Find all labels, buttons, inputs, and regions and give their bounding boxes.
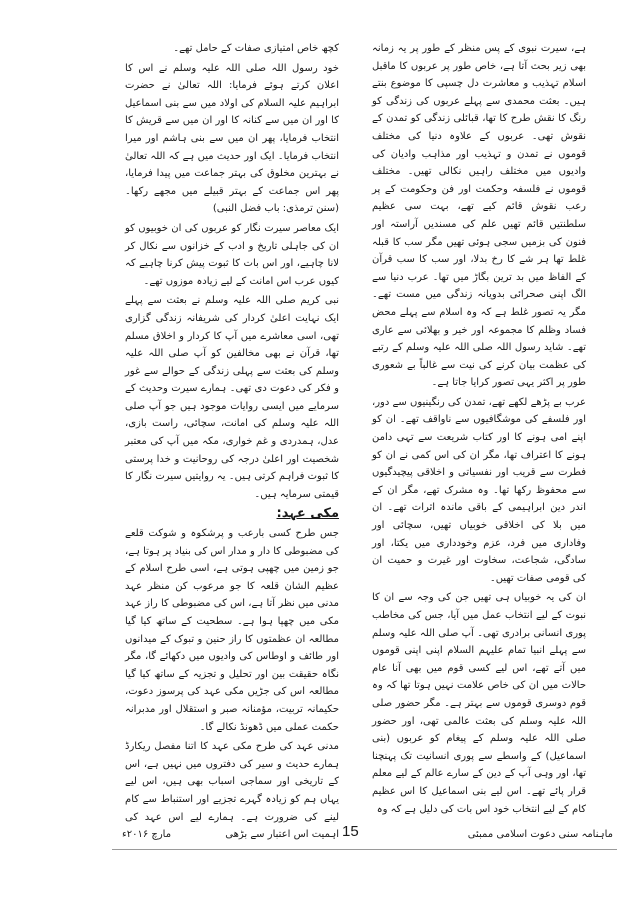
- page-number: 15: [342, 823, 359, 840]
- paragraph: کچھ خاص امتیازی صفات کے حامل تھے۔: [173, 43, 339, 54]
- issue-date: مارچ ۲۰۱۶ء: [122, 829, 172, 840]
- paragraph: ایک معاصر سیرت نگار کو عربوں کی ان خوبیوں کو ان کی جاہلی تاریخ و ادب کے خزانوں سے نکال کر لانا چاہیے، اور اس بات کا ثبوت پیش کرنا چاہیے کہ کیوں عرب اس امانت کے لیے زیادہ موزوں تھے۔: [125, 222, 339, 287]
- paragraph: ہے، سیرت نبوی کے پس منظر کے طور پر یہ زمانہ بھی زیر بحث آتا ہے، خاص طور پر عربوں کا ماقبل اسلام تہذیب و معاشرت دل چسپی کا موضوع بنتے ہیں۔ بعثت محمدی سے پہلے عربوں کی زندگی کو رنگ کا نقش طرح کا تھا، قبائلی زندگی کو تمدن کے نقوش تھی۔ عربوں کے علاوہ دنیا کی مختلف قوموں نے تمدن و تہذیب اور مذاہب وادیان کی وادیوں میں مختلف راہیں نکالی تھیں۔ مختلف قوموں نے فلسفہ وحکمت اور فن وحکومت کے پر رعب نقوش قائم کیے تھے، بہت سی عظیم سلطنتیں قائم تھیں علم کی مسندیں آراستہ اور فنون کی بزمیں سجی ہوئی تھیں مگر سب کا قبلہ غلط تھا ہر شے کا رخ بدلا، اور سب کا سب قرآن کے الفاظ میں بد ترین بگاڑ میں تھا۔ عرب دنیا سے الگ اپنی صحرائی بدویانہ زندگی میں مست تھے۔ مگر یہ تصور غلط ہے کہ وہ اسلام سے پہلے محض فساد وظلم کا مجموعہ اور خیر و بھلائی سے عاری تھے۔ شاید رسول اللہ صلی اللہ علیہ وسلم کے رتبے کی عظمت بیان کرنے کی نیت سے غالباً بے شعوری طور پر اکثر یہی تصور کرایا جاتا ہے۔: [372, 43, 586, 389]
- section-heading: مکی عہد:: [276, 506, 339, 522]
- footer-divider: [112, 849, 617, 850]
- paragraph: خود رسول اللہ صلی اللہ علیہ وسلم نے اس کا اعلان کرتے ہوئے فرمایا: اللہ تعالیٰ نے حضرت ابراہیم علیہ السلام کی اولاد میں سے بنی اسماعیل کا اور ان میں سے کنانہ کا اور ان میں سے قریش کا انتخاب فرمایا، پھر ان میں سے بنی ہاشم اور میرا انتخاب فرمایا۔ ایک اور حدیث میں ہے کہ اللہ تعالیٰ نے بہترین مخلوق کی بہتر جماعت میں پیدا فرمایا، پھر اس جماعت کے بہتر قبیلے میں مجھے رکھا۔ (سنن ترمذی: باب فضل النبی): [125, 62, 339, 215]
- left-column: [125, 40, 339, 846]
- magazine-name: ماہنامہ سنی دعوت اسلامی ممبئی: [467, 829, 613, 840]
- paragraph: مدنی عہد کی طرح مکی عہد کا اتنا مفصل ریکارڈ ہمارے حدیث و سیر کی دفتروں میں نہیں ہے، اس کے تاریخی اور سماجی اسباب بھی ہیں، اس لیے یہاں ہم کو زیادہ گہرے تجزیے اور استنباط سے کام لینے کی ضرورت ہے۔ ہمارے لیے اس عہد کی اہمیت اس اعتبار سے بڑھی: [125, 741, 339, 841]
- page-footer: [112, 823, 617, 847]
- paragraph: جس طرح کسی بارعب و پرشکوہ و شوکت قلعے کی مضبوطی کا دار و مدار اس کی بنیاد پر ہوتا ہے، جو زمین میں چھپی ہوتی ہے، اسی طرح اسلام کے عظیم الشان قلعہ کا جو مرعوب کن منظر عہد مدنی میں نظر آتا ہے، اس کی مضبوطی کا راز عہد مکی میں چھپا ہوا ہے۔ سطحیت کے ساتھ کیا گیا مطالعہ ان عظمتوں کا راز حنین و تبوک کے میدانوں اور طائف و اوطاس کی وادیوں میں دکھائے گا، مگر نگاہ حقیقت بین اور تحلیل و تجزیہ کے ساتھ کیا گیا مطالعہ اس کی جڑیں مکی عہد کی پرسوز دعوت، حکیمانہ تربیت، مؤمنانہ صبر و استقلال اور مدبرانہ حکمت عملی میں ڈھونڈ نکالے گا۔: [125, 528, 339, 733]
- paragraph: عرب بے پڑھے لکھے تھے، تمدن کی رنگینیوں سے دور، اور فلسفے کی موشگافیوں سے ناواقف تھے۔ ان کو اپنے امی ہونے کا اور کتاب شریعت سے تہی دامن ہونے کا اعتراف تھا، مگر ان کی اس کمی نے ان کو فطرت سے قریب اور نفسیاتی و اخلاقی پیچیدگیوں سے محفوظ رکھا تھا۔ وہ مشرک تھے، مگر ان کے اندر دین ابراہیمی کے باقی ماندہ اثرات تھے۔ ان میں بلا کی اخلاقی خوبیاں تھیں، سچائی اور وفاداری میں فرد، عزم وخودداری میں یکتا، اور سادگی، شجاعت، سخاوت اور غیرت و حمیت ان کی قومی صفات تھیں۔: [372, 396, 586, 584]
- paragraph: نبی کریم صلی اللہ علیہ وسلم نے بعثت سے پہلے ایک نہایت اعلیٰ کردار کی شریفانہ زندگی گزاری تھی، اسی معاشرے میں آپ کا کردار و اخلاق مسلم تھا، قرآن نے بھی مخالفین کو آپ صلی اللہ علیہ وسلم کی بعثت سے پہلی زندگی کے حوالے سے غور و فکر کی دعوت دی تھی۔ ہمارے سیرت وحدیث کے سرمایے میں ایسی روایات موجود ہیں جو آپ صلی اللہ علیہ وسلم کی امانت، سچائی، راست بازی، عدل، ہمدردی و غم خواری، مکہ میں آپ کی معتبر شخصیت اور اعلیٰ درجہ کی روحانیت و خدا پرستی کا ثبوت فراہم کرتی ہیں۔ یہ روایتیں سیرت نگار کا قیمتی سرمایہ ہیں۔: [125, 295, 339, 500]
- right-column: [372, 40, 586, 820]
- paragraph: ان کی یہ خوبیاں ہی تھیں جن کی وجہ سے ان کا نبوت کے لیے انتخاب عمل میں آیا، جس کی مخاطب پوری انسانی برادری تھی۔ آپ صلی اللہ علیہ وسلم سے پہلے انبیا تمام علیہم السلام اپنی اپنی قوموں میں آتے تھے، اس لیے کسی قوم میں بھی آنا عام حالات میں ان کی خاص علامت نہیں ہوتا تھا کہ وہ قوم دوسری قوموں سے بہتر ہے۔ مگر حضور صلی اللہ علیہ وسلم کی بعثت عالمی تھی، اور حضور صلی اللہ علیہ وسلم کے پیغام کو عربوں (بنی اسماعیل) کے واسطے سے پوری انسانیت تک پہنچنا تھا، اور وہی آپ کے دین کے سارے عالم کے لیے معلم قرار پائے تھے۔ اس لیے بنی اسماعیل کا اس عظیم کام کے لیے انتخاب خود اس بات کی دلیل ہے کہ وہ: [372, 592, 586, 815]
